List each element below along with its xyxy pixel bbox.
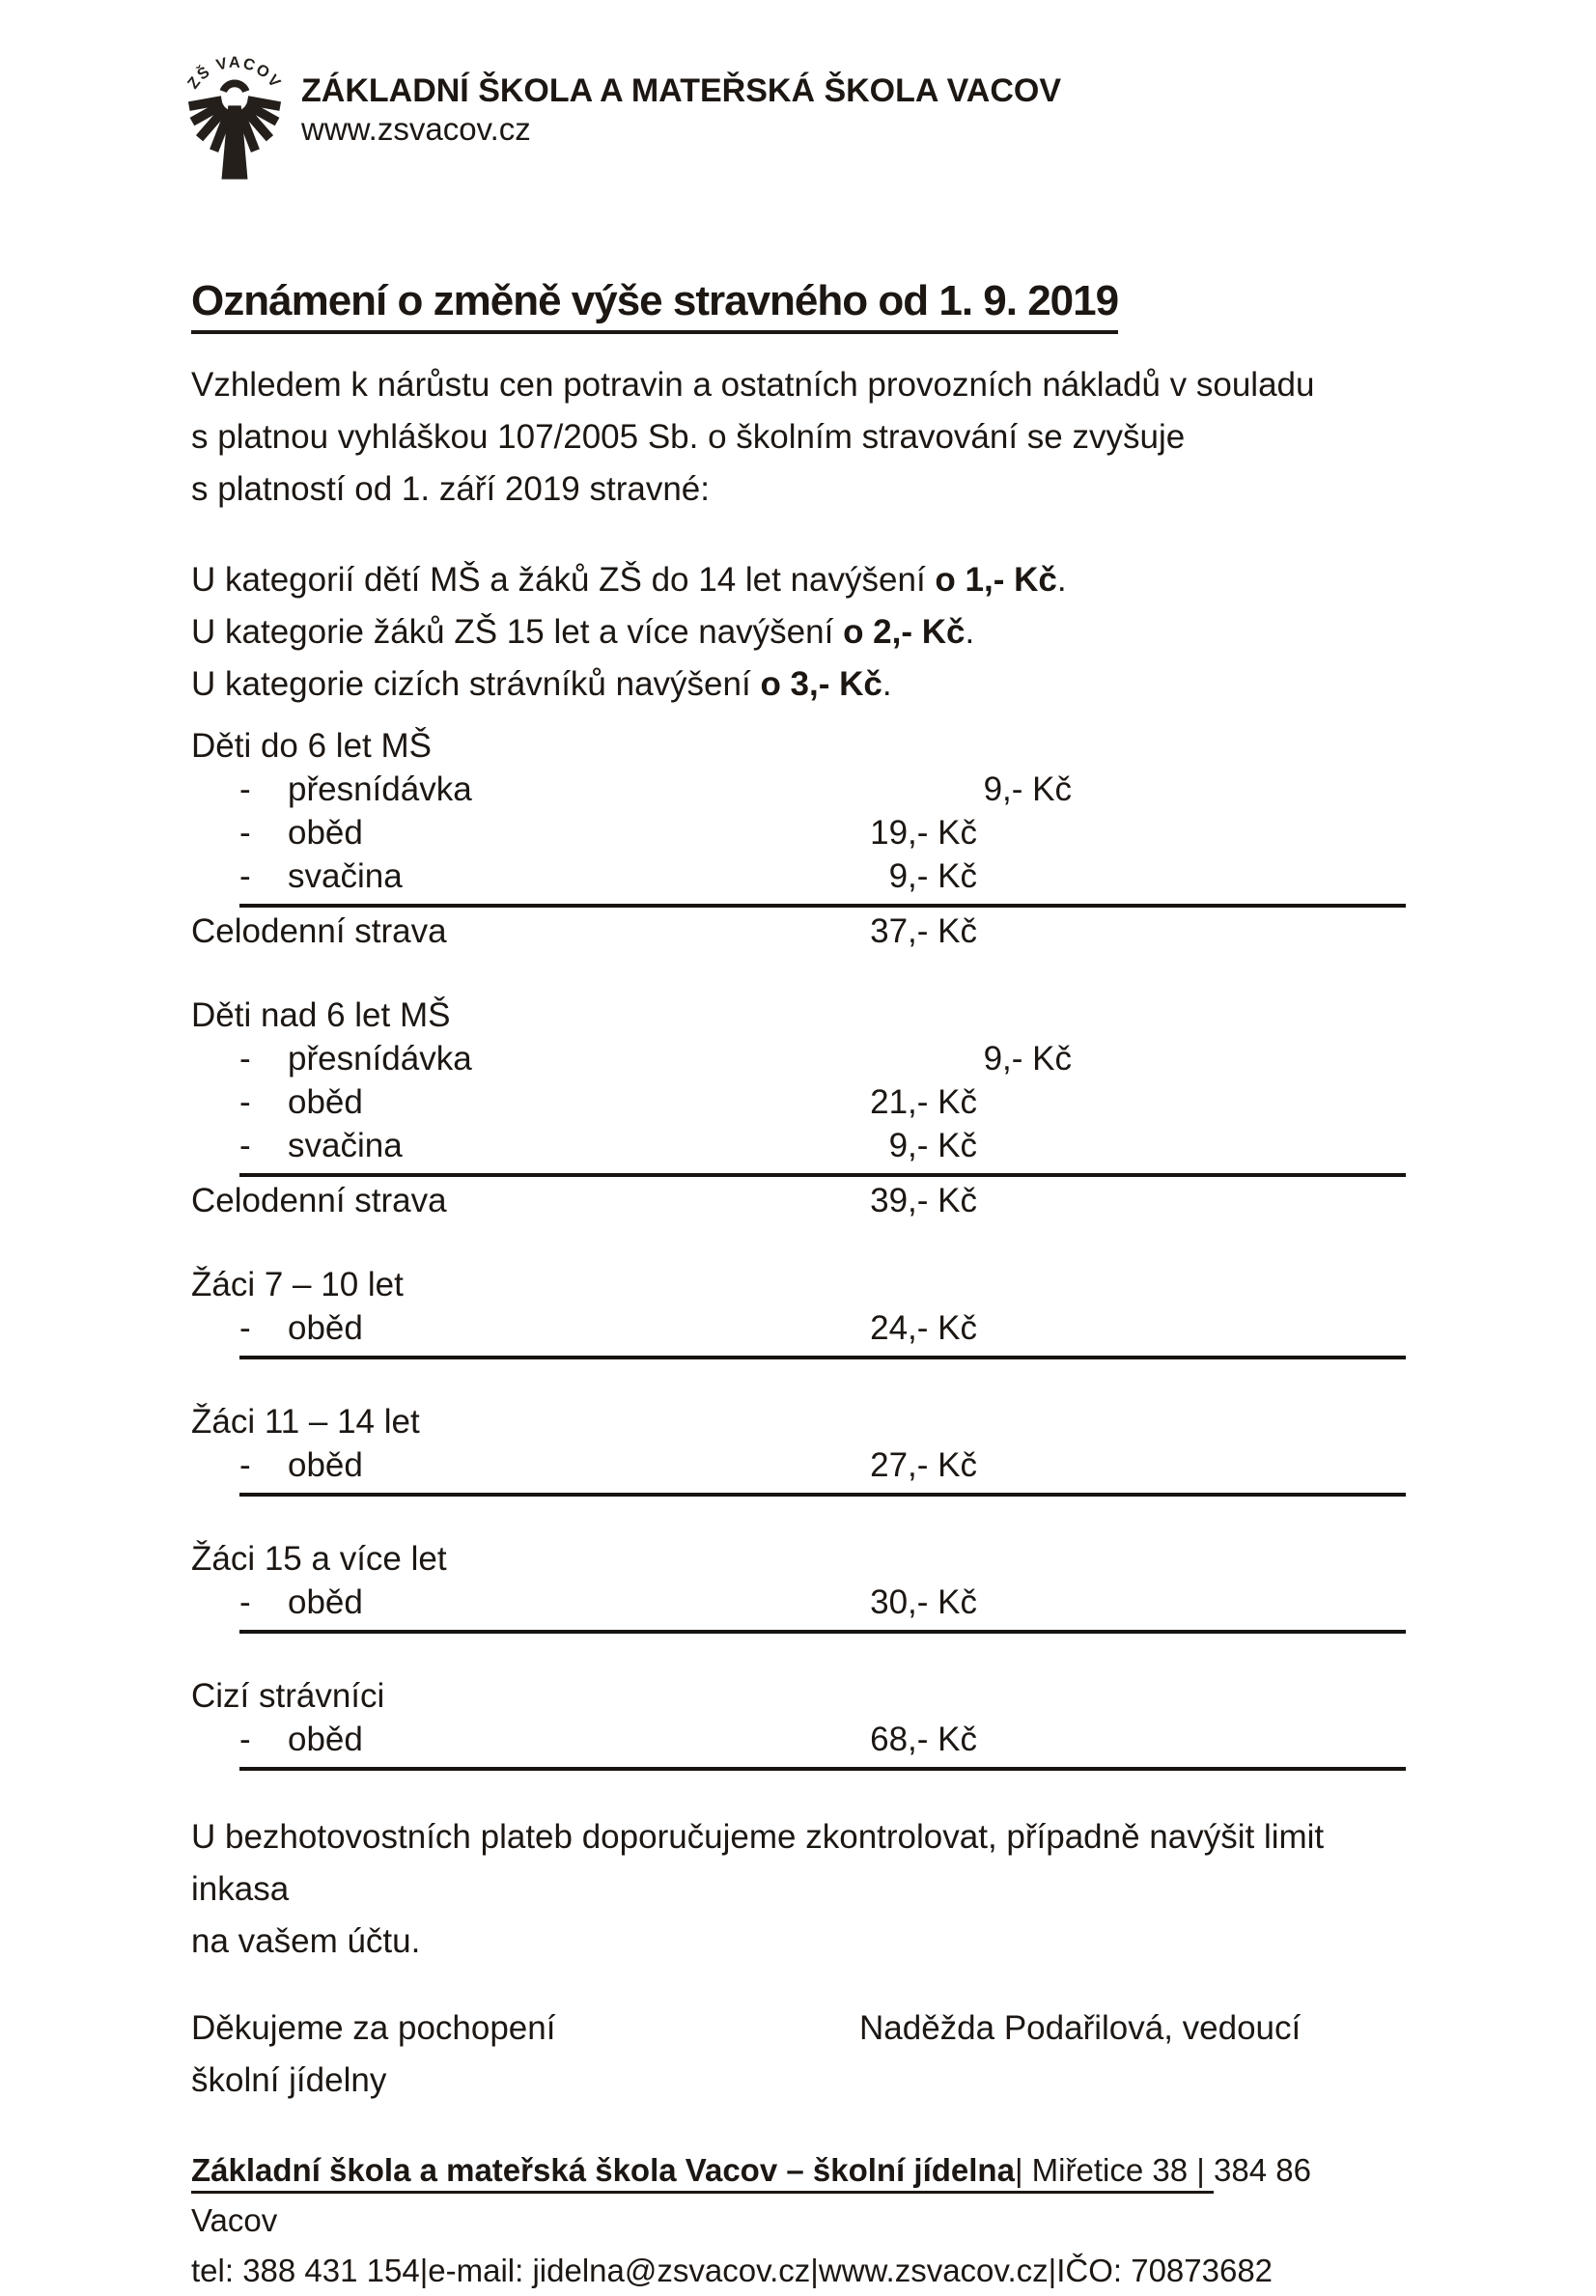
price-row — [191, 811, 1410, 854]
item-label: přesnídávka — [288, 770, 472, 808]
item-price: 68,- Kč — [870, 1721, 977, 1758]
note-prefix: U kategorií dětí MŠ a žáků ZŠ do 14 let navýšení — [191, 561, 936, 599]
increase-notes — [191, 554, 1410, 711]
price-row — [191, 1080, 1410, 1124]
note-amount: o 1,- Kč — [935, 561, 1057, 599]
price-section — [191, 1674, 1410, 1771]
price-row — [191, 1581, 1410, 1624]
item-price: 9,- Kč — [888, 1127, 977, 1164]
total-row — [191, 910, 1410, 953]
bullet-dash: - — [239, 1040, 251, 1078]
note-prefix: U kategorie cizích strávníků navýšení — [191, 665, 761, 703]
note-line — [191, 658, 1410, 711]
note-prefix: U kategorie žáků ZŠ 15 let a více navýšení — [191, 613, 844, 651]
bullet-dash: - — [239, 1721, 251, 1758]
signature-left-line2: školní jídelny — [191, 2061, 387, 2099]
note-suffix: . — [1056, 561, 1067, 599]
price-row — [191, 1124, 1410, 1167]
item-price: 24,- Kč — [870, 1309, 977, 1347]
item-price: 21,- Kč — [870, 1083, 977, 1121]
divider-line — [239, 904, 1406, 908]
price-sections — [191, 724, 1410, 1771]
total-label: Celodenní strava — [191, 1182, 447, 1219]
note-line — [191, 606, 1410, 658]
page-title: Oznámení o změně výše stravného od 1. 9. 2019 — [191, 276, 1410, 326]
intro-line: s platností od 1. září 2019 stravné: — [191, 470, 710, 508]
section-heading: Žáci 11 – 14 let — [191, 1403, 420, 1441]
footer-address-underlined: | Miřetice 38 | — [1014, 2152, 1214, 2188]
note-suffix: . — [882, 665, 892, 703]
header-text — [301, 50, 1061, 149]
price-row — [191, 1037, 1410, 1080]
item-label: oběd — [288, 1721, 363, 1758]
school-name: ZÁKLADNÍ ŠKOLA A MATEŘSKÁ ŠKOLA VACOV — [301, 72, 1062, 109]
note-amount: o 2,- Kč — [843, 613, 966, 651]
footer-line1 — [191, 2145, 1410, 2196]
item-label: oběd — [288, 1583, 363, 1621]
item-price: 30,- Kč — [870, 1583, 977, 1621]
intro-paragraph — [191, 359, 1410, 516]
bullet-dash: - — [239, 770, 251, 808]
bullet-dash: - — [239, 1127, 251, 1164]
footer-school-name: Základní škola a mateřská škola Vacov – školní jídelna — [191, 2152, 1015, 2188]
bullet-dash: - — [239, 814, 251, 852]
footer — [191, 2145, 1410, 2296]
section-heading: Děti do 6 let MŠ — [191, 727, 432, 765]
logo-arc-text: ZŠ VACOV — [183, 53, 286, 93]
item-price: 27,- Kč — [870, 1446, 977, 1484]
price-section — [191, 1400, 1410, 1497]
divider-line — [239, 1173, 1406, 1177]
price-section — [191, 994, 1410, 1222]
note-amount: o 3,- Kč — [760, 665, 882, 703]
note-suffix: . — [965, 613, 975, 651]
intro-line: s platnou vyhláškou 107/2005 Sb. o školním stravování se zvyšuje — [191, 418, 1186, 456]
footer-line3: tel: 388 431 154|e-mail: jidelna@zsvacov.cz|www.zsvacov.cz|IČO: 70873682 — [191, 2253, 1274, 2288]
price-section — [191, 1263, 1410, 1359]
total-row — [191, 1179, 1410, 1222]
item-price: 9,- Kč — [983, 1040, 1072, 1078]
bullet-dash: - — [239, 1583, 251, 1621]
bullet-dash: - — [239, 1446, 251, 1484]
closing-line: U bezhotovostních plateb doporučujeme zkontrolovat, případně navýšit limit inkasa — [191, 1818, 1325, 1908]
total-label: Celodenní strava — [191, 912, 447, 950]
item-label: přesnídávka — [288, 1040, 472, 1078]
price-row — [191, 854, 1410, 898]
section-heading: Děti nad 6 let MŠ — [191, 996, 451, 1034]
price-section — [191, 724, 1410, 953]
divider-line — [239, 1493, 1406, 1497]
item-price: 9,- Kč — [888, 857, 977, 895]
section-heading: Žáci 15 a více let — [191, 1540, 447, 1578]
school-logo-icon — [183, 50, 286, 183]
signature-block — [191, 2002, 1410, 2107]
bullet-dash: - — [239, 1083, 251, 1121]
header — [183, 50, 1410, 203]
price-section — [191, 1537, 1410, 1634]
price-row — [191, 1443, 1410, 1487]
total-price: 39,- Kč — [870, 1182, 977, 1219]
item-price: 9,- Kč — [983, 770, 1072, 808]
section-heading: Žáci 7 – 10 let — [191, 1266, 404, 1303]
total-price: 37,- Kč — [870, 912, 977, 950]
divider-line — [239, 1356, 1406, 1359]
section-heading: Cizí strávníci — [191, 1677, 385, 1715]
bullet-dash: - — [239, 1309, 251, 1347]
bullet-dash: - — [239, 857, 251, 895]
website-url: www.zsvacov.cz — [301, 111, 531, 147]
item-label: oběd — [288, 1446, 363, 1484]
closing-line: na vašem účtu. — [191, 1922, 421, 1960]
footer-line2: Vacov — [191, 2202, 278, 2238]
price-row — [191, 1718, 1410, 1761]
price-row — [191, 1306, 1410, 1350]
item-label: oběd — [288, 1083, 363, 1121]
footer-postcode: 384 86 — [1213, 2152, 1311, 2188]
closing-paragraph — [191, 1811, 1410, 1968]
note-line — [191, 554, 1410, 606]
signature-left-line1: Děkujeme za pochopení Naděžda Podařilová, vedoucí — [191, 2002, 1410, 2055]
item-price: 19,- Kč — [870, 814, 977, 852]
intro-line: Vzhledem k nárůstu cen potravin a ostatních provozních nákladů v souladu — [191, 366, 1315, 404]
item-label: svačina — [288, 1127, 403, 1164]
item-label: oběd — [288, 814, 363, 852]
item-label: svačina — [288, 857, 403, 895]
divider-line — [239, 1630, 1406, 1634]
item-label: oběd — [288, 1309, 363, 1347]
price-row — [191, 768, 1410, 811]
divider-line — [239, 1767, 1406, 1771]
signature-right: Naděžda Podařilová, vedoucí — [859, 2009, 1302, 2047]
